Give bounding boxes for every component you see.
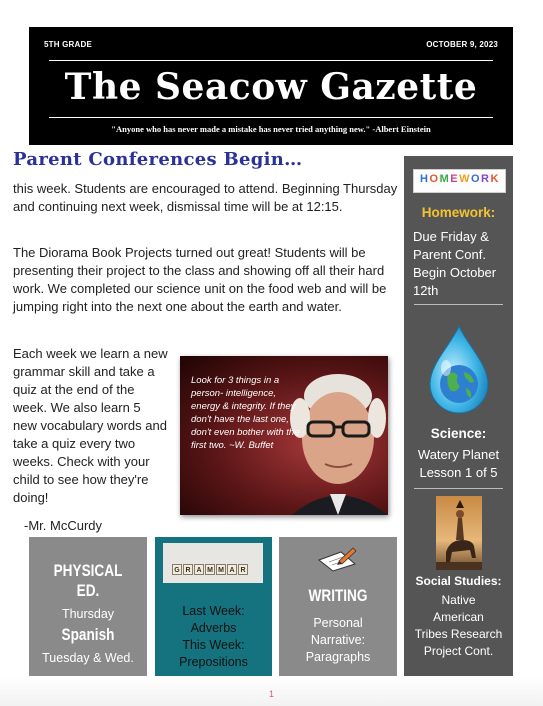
logo-letter: R: [481, 173, 490, 185]
buffett-quote-text: Look for 3 things in a person- intelligence, energy & integrity. If they don't have the last one, don't even bother with the first two. ~W. Buffet: [191, 375, 300, 451]
science-line-2: Lesson 1 of 5: [419, 465, 498, 480]
logo-letter: H: [420, 173, 429, 185]
water-drop-earth-icon: [424, 324, 494, 416]
article-headline: Parent Conferences Begin…: [13, 149, 303, 170]
spanish-days: Tuesday & Wed.: [42, 651, 134, 665]
grammar-letter: M: [205, 564, 215, 575]
social-studies-line-3: Tribes Research: [414, 627, 503, 641]
physical-ed-tile: [29, 537, 147, 676]
homework-heading: Homework:: [421, 205, 496, 220]
native-rider-image: [436, 496, 482, 570]
writing-line-3: Paragraphs: [305, 650, 371, 664]
writing-line-2: Narrative:: [310, 633, 366, 647]
grammar-letter: R: [183, 564, 193, 575]
grammar-this-week-label: This Week:: [182, 638, 245, 652]
grade-label: 5TH GRADE: [44, 40, 93, 49]
grammar-letter-tiles: [172, 564, 248, 575]
science-heading: Science:: [430, 426, 487, 441]
social-studies-line-4: Project Cont.: [423, 644, 494, 658]
physical-ed-day: Thursday: [61, 607, 115, 621]
masthead-quote: "Anyone who has never made a mistake has never tried anything new." -Albert Einstein: [111, 124, 431, 134]
sidebar: [404, 156, 513, 676]
homework-logo: [413, 169, 506, 193]
logo-letter: M: [439, 173, 450, 185]
logo-letter: O: [470, 173, 481, 185]
grammar-letter: M: [216, 564, 226, 575]
grammar-letter: A: [227, 564, 237, 575]
grammar-letter: R: [238, 564, 248, 575]
logo-letter: O: [429, 173, 439, 185]
newsletter-title: The Seacow Gazette: [64, 66, 478, 108]
grammar-tiles-image: [163, 543, 263, 583]
grammar-last-week-topic: Adverbs: [190, 621, 237, 635]
writing-heading: WRITING: [308, 586, 368, 605]
logo-letter: E: [450, 173, 459, 185]
buffett-quote-image: [180, 356, 388, 515]
issue-date: OCTOBER 9, 2023: [426, 40, 498, 49]
page-number: 1: [268, 689, 274, 699]
paragraph-projects: The Diorama Book Projects turned out great! Students will be presenting their project to the class and showing off all their hard work. We completed our science unit on the food web and will be jumping right into the next one about the earth and water.: [13, 245, 387, 314]
grammar-letter: G: [172, 564, 182, 575]
spanish-heading: Spanish: [61, 625, 115, 644]
logo-letter: K: [490, 173, 499, 185]
masthead: [29, 27, 513, 145]
grammar-last-week-label: Last Week:: [182, 604, 245, 618]
homework-text: Due Friday & Parent Conf. Begin October 12th: [413, 229, 497, 298]
logo-letter: W: [459, 173, 470, 185]
grammar-letter: A: [194, 564, 204, 575]
paragraph-conferences: this week. Students are encouraged to attend. Beginning Thursday and continuing next week, dismissal time will be at 12:15.: [13, 181, 398, 214]
social-studies-line-2: American: [433, 610, 484, 624]
writing-tile: [279, 537, 397, 676]
physical-ed-heading: PHYSICAL ED.: [53, 561, 123, 600]
grammar-tile: [155, 537, 272, 676]
masthead-rule-bottom: [49, 117, 493, 118]
pencil-paper-icon: [317, 546, 357, 572]
masthead-rule-top: [49, 60, 493, 61]
science-line-1: Watery Planet: [417, 447, 500, 462]
teacher-signature: -Mr. McCurdy: [24, 518, 102, 533]
sidebar-divider: [414, 488, 503, 489]
writing-line-1: Personal: [313, 616, 363, 630]
social-studies-line-1: Native: [441, 593, 476, 607]
homework-logo-letters: [414, 173, 505, 185]
paragraph-grammar: Each week we learn a new grammar skill and take a quiz at the end of the week. We also learn 5 new vocabulary words and take a quiz every two weeks. Check with your child to see how they're doing!: [13, 346, 168, 505]
social-studies-heading: Social Studies:: [415, 574, 502, 588]
grammar-this-week-topic: Prepositions: [179, 655, 248, 669]
sidebar-divider: [414, 304, 503, 305]
